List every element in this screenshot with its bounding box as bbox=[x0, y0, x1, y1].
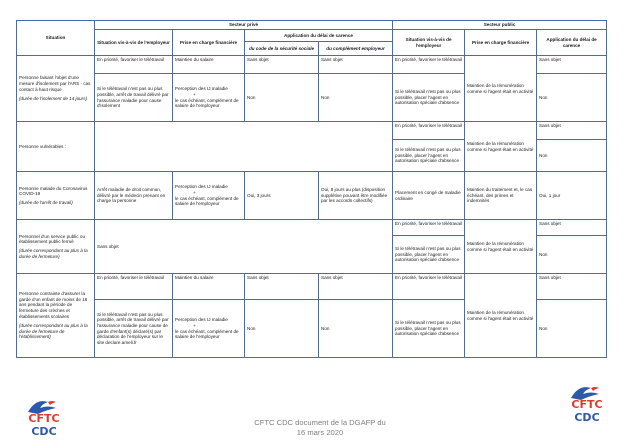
prive-empty bbox=[95, 122, 393, 172]
situation-note: (durée correspondant au plus à la durée de fermeture de l'établissement) bbox=[19, 323, 88, 340]
header-application-public: Application du délai de carence bbox=[537, 30, 607, 56]
table-row bbox=[17, 56, 607, 74]
logo-line2: CDC bbox=[31, 425, 57, 438]
prise-ij: Perception des IJ maladie bbox=[175, 317, 228, 323]
public-application: Non bbox=[537, 300, 607, 358]
public-application: Non bbox=[537, 140, 607, 172]
prive-code: Sans objet bbox=[245, 274, 319, 300]
prive-sans-objet: Sans objet bbox=[95, 220, 393, 274]
public-application: Non bbox=[537, 236, 607, 274]
prise-ij: Perception des IJ maladie bbox=[175, 86, 228, 92]
public-vis-a-vis: En priorité, favoriser le télétravail bbox=[393, 122, 465, 140]
public-vis-a-vis: Si le télétravail n'est pas ou plus possible, placer l'agent en autorisation spéciale d'absence bbox=[393, 236, 465, 274]
public-application: Oui, 1 jour bbox=[537, 172, 607, 220]
header-secteur-prive: Secteur privé bbox=[95, 21, 393, 30]
prise-ij: Perception des IJ maladie bbox=[175, 184, 228, 190]
logo-line1: CFTC bbox=[571, 398, 603, 411]
public-prise: Maintien de la rémunération comme si l'agent était en activité bbox=[465, 122, 537, 172]
prive-code: Non bbox=[245, 300, 319, 358]
prive-complement: Oui, 8 jours au plus (disposition supplétive pouvant être modifiée par les accords collectifs) bbox=[319, 172, 393, 220]
prive-code: Non bbox=[245, 74, 319, 122]
situation-text: Personnel d'un service public ou établissement public fermé bbox=[19, 233, 85, 245]
situation-text: Personne contrainte d'assurer la garde d'un enfant de moins de 16 ans pendant la période de fermeture des crèches et établissements scolaires bbox=[19, 291, 88, 319]
public-prise: Maintien de la rémunération comme si l'agent était en activité bbox=[465, 220, 537, 274]
table-row bbox=[17, 220, 607, 236]
situation-cell bbox=[17, 172, 95, 220]
prive-prise: Maintien du salaire bbox=[173, 274, 245, 300]
situation-cell bbox=[17, 220, 95, 274]
prise-complement: le cas échéant, complément de salaire de l'employeur bbox=[175, 195, 239, 207]
public-application: Sans objet bbox=[537, 122, 607, 140]
prive-prise bbox=[173, 172, 245, 220]
situation-note: (durée de l'arrêt de travail) bbox=[19, 199, 73, 205]
footer-caption bbox=[200, 418, 440, 438]
situation-text: Personne faisant l'objet d'une mesure d'isolement par l'ARS - cas contact à haut risque bbox=[19, 75, 91, 92]
prise-plus: + bbox=[193, 91, 196, 97]
prive-vis-a-vis: Si le télétravail n'est pas ou plus possible, arrêt de travail délivré par l'assurance maladie pour cause de garde d'enfant(s) déclaré(s) par déclaration de l'employeur sur le site declare.ameli.fr bbox=[95, 300, 173, 358]
public-application: Sans objet bbox=[537, 220, 607, 236]
prive-prise bbox=[173, 300, 245, 358]
prive-vis-a-vis: Si le télétravail n'est pas ou plus possible, arrêt de travail délivré par l'assurance maladie pour cause d'isolement bbox=[95, 74, 173, 122]
public-prise: Maintien du traitement et, le cas échéant, des primes et indemnités bbox=[465, 172, 537, 220]
table-row bbox=[17, 274, 607, 300]
public-vis-a-vis: Si le télétravail n'est pas ou plus possible, placer l'agent en autorisation spéciale d'absence bbox=[393, 140, 465, 172]
public-vis-a-vis: En priorité, favoriser le télétravail bbox=[393, 274, 465, 300]
situation-table bbox=[16, 20, 607, 358]
cftc-cdc-logo-left bbox=[22, 396, 66, 442]
cftc-cdc-logo-right bbox=[565, 382, 609, 428]
public-prise: Maintien de la rémunération comme si l'agent était en activité bbox=[465, 274, 537, 358]
prise-complement: le cas échéant, complément de salaire de l'employeur bbox=[175, 328, 239, 340]
situation-cell bbox=[17, 56, 95, 122]
header-complement: du complément employeur bbox=[319, 42, 393, 56]
prive-vis-a-vis: Arrêt maladie de droit commun, délivré par le médecin prenant en charge la personne bbox=[95, 172, 173, 220]
prive-prise: Maintien du salaire bbox=[173, 56, 245, 74]
situation-note: (durée de l'isolement de 14 jours) bbox=[19, 96, 88, 102]
table-row bbox=[17, 172, 607, 220]
logo-line2: CDC bbox=[574, 411, 600, 424]
public-vis-a-vis: En priorité, favoriser le télétravail bbox=[393, 220, 465, 236]
prive-vis-a-vis: En priorité, favoriser le télétravail bbox=[95, 274, 173, 300]
public-prise: Maintien de la rémunération comme si l'agent était en activité bbox=[465, 56, 537, 122]
prise-plus: + bbox=[193, 322, 196, 328]
public-vis-a-vis: Si le télétravail n'est pas ou plus possible, placer l'agent en autorisation spéciale d'absence bbox=[393, 300, 465, 358]
prive-complement: Non bbox=[319, 300, 393, 358]
header-situation: Situation bbox=[17, 21, 95, 56]
prise-plus: + bbox=[193, 189, 196, 195]
public-application: Non bbox=[537, 74, 607, 122]
prive-complement: Sans objet bbox=[319, 56, 393, 74]
public-vis-a-vis: Si le télétravail n'est pas ou plus possible, placer l'agent en autorisation spéciale d'absence bbox=[393, 74, 465, 122]
situation-cell bbox=[17, 274, 95, 358]
prise-complement: le cas échéant, complément de salaire de l'employeur bbox=[175, 97, 239, 109]
header-application-carence: Application du délai de carence bbox=[245, 30, 393, 42]
logo-line1: CFTC bbox=[28, 412, 60, 425]
header-prise-en-charge: Prise en charge financière bbox=[173, 30, 245, 56]
table-row bbox=[17, 122, 607, 140]
header-vis-a-vis-public: Situation vis-à-vis de l'employeur bbox=[393, 30, 465, 56]
situation-text: Personne malade du Coronavirus COVID-19 bbox=[19, 185, 88, 197]
header-vis-a-vis: Situation vis-à-vis de l'employeur bbox=[95, 30, 173, 56]
public-vis-a-vis: Placement en congé de maladie ordinaire bbox=[393, 172, 465, 220]
prive-prise bbox=[173, 74, 245, 122]
public-application: Sans objet bbox=[537, 274, 607, 300]
footer-line1: CFTC CDC document de la DGAFP du bbox=[254, 418, 386, 427]
prive-code: Sans objet bbox=[245, 56, 319, 74]
public-vis-a-vis: En priorité, favoriser le télétravail bbox=[393, 56, 465, 74]
header-secteur-public: Secteur public bbox=[393, 21, 607, 30]
footer-line2: 16 mars 2020 bbox=[296, 428, 344, 437]
header-prise-public: Prise en charge financière bbox=[465, 30, 537, 56]
prive-vis-a-vis: En priorité, favoriser le télétravail bbox=[95, 56, 173, 74]
situation-note: (durée correspondant au plus à la durée de fermeture) bbox=[19, 248, 88, 259]
prive-complement: Sans objet bbox=[319, 274, 393, 300]
public-application: Sans objet bbox=[537, 56, 607, 74]
prive-complement: Non bbox=[319, 74, 393, 122]
prive-code: Oui, 3 jours bbox=[245, 172, 319, 220]
header-code-secu: du code de la sécurité sociale bbox=[245, 42, 319, 56]
situation-text: Personne vulnérables : bbox=[17, 122, 95, 172]
